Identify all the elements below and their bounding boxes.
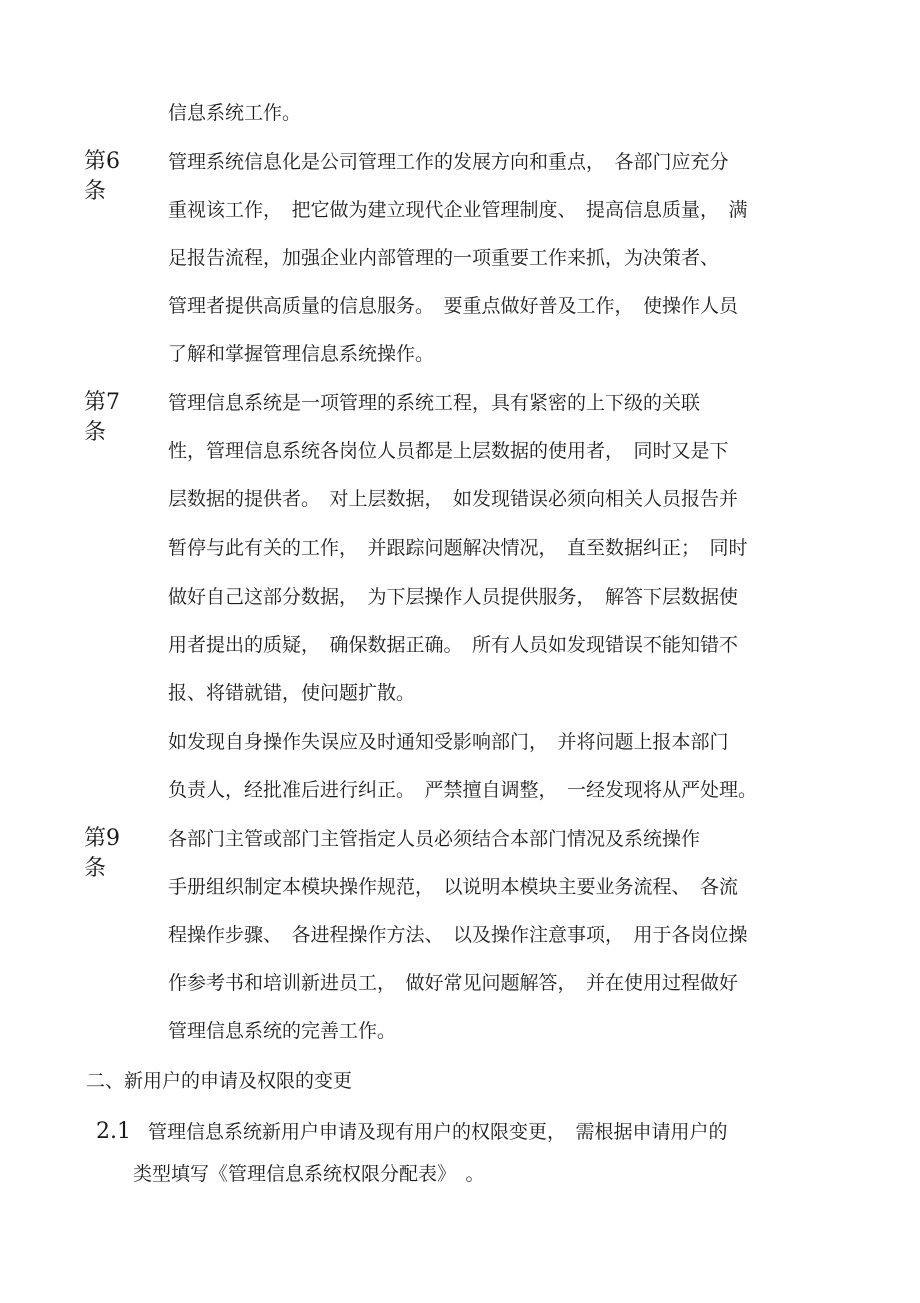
- article-line: 性，管理信息系统各岗位人员都是上层数据的使用者， 同时又是下: [168, 440, 729, 462]
- section-heading: 二、新用户的申请及权限的变更: [86, 1070, 353, 1092]
- article-line: 如发现自身操作失误应及时通知受影响部门， 并将问题上报本部门: [168, 731, 729, 753]
- article-line: 程操作步骤、 各进程操作方法、 以及操作注意事项， 用于各岗位操: [168, 924, 748, 946]
- article-line: 管理者提供高质量的信息服务。 要重点做好普及工作， 使操作人员: [168, 295, 739, 317]
- article-line: 报、将错就错，使问题扩散。: [168, 682, 416, 704]
- article-label: 第6条: [84, 149, 120, 204]
- article-line: 重视该工作， 把它做为建立现代企业管理制度、 提高信息质量， 满: [168, 199, 748, 221]
- article-line: 暂停与此有关的工作， 并跟踪问题解决情况， 直至数据纠正； 同时: [168, 537, 748, 559]
- article-line: 了解和掌握管理信息系统操作。: [168, 343, 435, 365]
- article-line: 作参考书和培训新进员工， 做好常见问题解答， 并在使用过程做好: [168, 972, 739, 994]
- subsection-line: 类型填写《管理信息系统权限分配表》 。: [133, 1163, 485, 1185]
- subsection-line: 管理信息系统新用户申请及现有用户的权限变更， 需根据申请用户的: [148, 1121, 728, 1143]
- article-line: 手册组织制定本模块操作规范， 以说明本模块主要业务流程、 各流: [168, 876, 739, 898]
- article-line: 管理系统信息化是公司管理工作的发展方向和重点， 各部门应充分: [168, 151, 729, 173]
- intro-line: 信息系统工作。: [168, 102, 302, 124]
- article-line: 用者提出的质疑， 确保数据正确。 所有人员如发现错误不能知错不: [168, 634, 739, 656]
- article-label: 第9条: [84, 826, 120, 881]
- article-line: 管理信息系统的完善工作。: [168, 1020, 397, 1042]
- article-line: 做好自己这部分数据， 为下层操作人员提供服务， 解答下层数据使: [168, 586, 739, 608]
- subsection-number: 2.1: [96, 1119, 131, 1144]
- article-line: 负责人，经批准后进行纠正。 严禁擅自调整， 一经发现将从严处理。: [168, 779, 758, 801]
- article-line: 足报告流程，加强企业内部管理的一项重要工作来抓，为决策者、: [168, 247, 720, 269]
- article-line: 管理信息系统是一项管理的系统工程，具有紧密的上下级的关联: [168, 392, 701, 414]
- article-label: 第7条: [84, 390, 120, 445]
- article-line: 层数据的提供者。 对上层数据， 如发现错误必须向相关人员报告并: [168, 488, 739, 510]
- article-line: 各部门主管或部门主管指定人员必须结合本部门情况及系统操作: [168, 828, 701, 850]
